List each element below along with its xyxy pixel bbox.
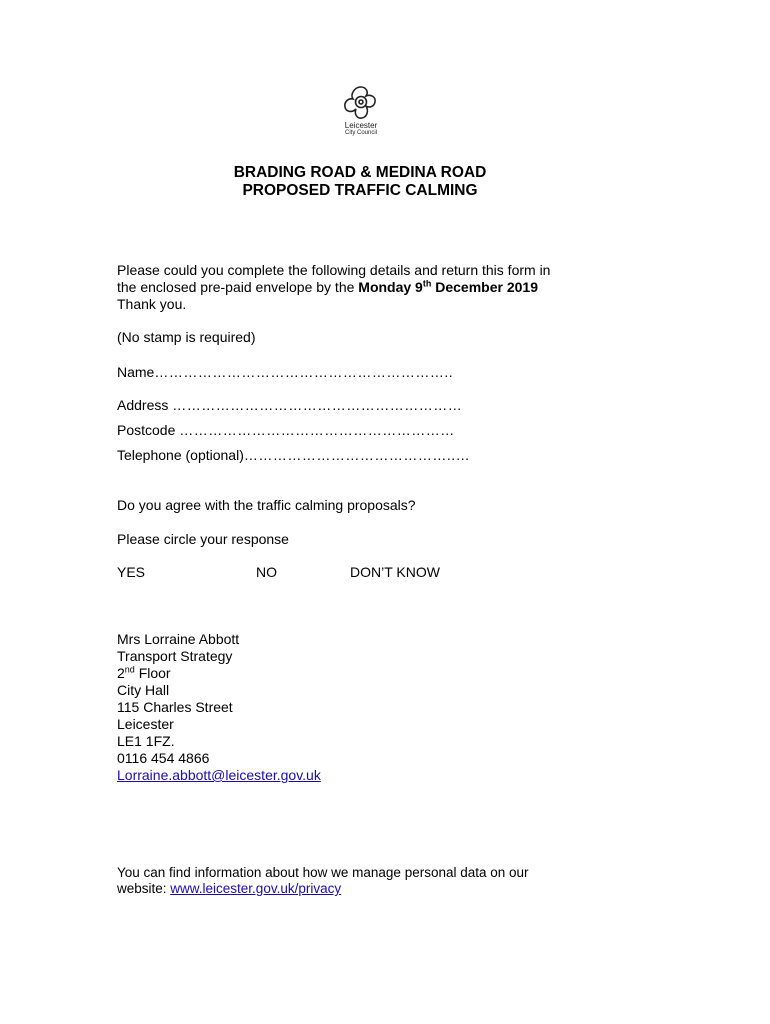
instruction-text: Please circle your response [117, 531, 289, 547]
deadline-suffix: th [422, 278, 432, 289]
privacy-link[interactable]: www.leicester.gov.uk/privacy [170, 881, 342, 896]
contact-postcode: LE1 1FZ. [117, 733, 175, 749]
contact-name: Mrs Lorraine Abbott [117, 631, 240, 647]
logo-text-line1: Leicester [344, 121, 378, 130]
document-title-line2: PROPOSED TRAFFIC CALMING [242, 182, 478, 199]
telephone-label: Telephone (optional) [117, 447, 244, 463]
postcode-field[interactable] [117, 422, 455, 439]
logo-text-line2: City Council [344, 130, 377, 136]
address-field[interactable] [117, 397, 462, 414]
response-no[interactable]: NO [256, 564, 277, 580]
telephone-dots: ……………………………………..… [243, 447, 471, 463]
document-title-line1: BRADING ROAD & MEDINA ROAD [233, 164, 487, 181]
contact-email-line [117, 767, 321, 784]
deadline-month-year: December 2019 [431, 279, 538, 295]
intro-line1: Please could you complete the following details and return this form in [117, 262, 551, 278]
contact-building: City Hall [117, 682, 170, 698]
intro-line2-prefix: the enclosed pre-paid envelope by the [117, 279, 359, 295]
contact-floor [117, 665, 171, 682]
privacy-line2 [117, 880, 341, 897]
contact-department: Transport Strategy [117, 648, 233, 664]
name-field[interactable] [117, 364, 453, 381]
floor-number: 2 [117, 665, 125, 681]
privacy-prefix: website: [117, 881, 171, 896]
telephone-field[interactable] [117, 447, 470, 464]
postcode-label: Postcode [117, 422, 180, 438]
contact-phone: 0116 454 4866 [117, 750, 210, 766]
privacy-line1: You can find information about how we manage personal data on our [117, 865, 529, 880]
intro-thanks: Thank you. [117, 296, 187, 312]
contact-email-link[interactable]: Lorraine.abbott@leicester.gov.uk [117, 767, 321, 783]
no-stamp-note: (No stamp is required) [117, 329, 256, 345]
name-label: Name [117, 364, 155, 380]
floor-word: Floor [134, 665, 171, 681]
contact-street: 115 Charles Street [117, 699, 233, 715]
floor-suffix: nd [124, 664, 135, 675]
question-text: Do you agree with the traffic calming proposals? [117, 497, 416, 513]
address-label: Address [117, 397, 173, 413]
deadline-date [358, 279, 538, 295]
response-dont-know[interactable]: DON’T KNOW [350, 564, 440, 580]
council-logo [334, 84, 388, 144]
name-dots: …………………………………………………….. [154, 364, 454, 380]
postcode-dots: ………………………………………………… [179, 422, 455, 438]
tudor-rose-icon [338, 84, 384, 122]
address-dots: …………………………………………………… [172, 397, 463, 413]
response-yes[interactable]: YES [117, 564, 146, 580]
contact-city: Leicester [117, 716, 174, 732]
deadline-day: Monday 9 [358, 279, 423, 295]
intro-line2 [117, 279, 538, 296]
